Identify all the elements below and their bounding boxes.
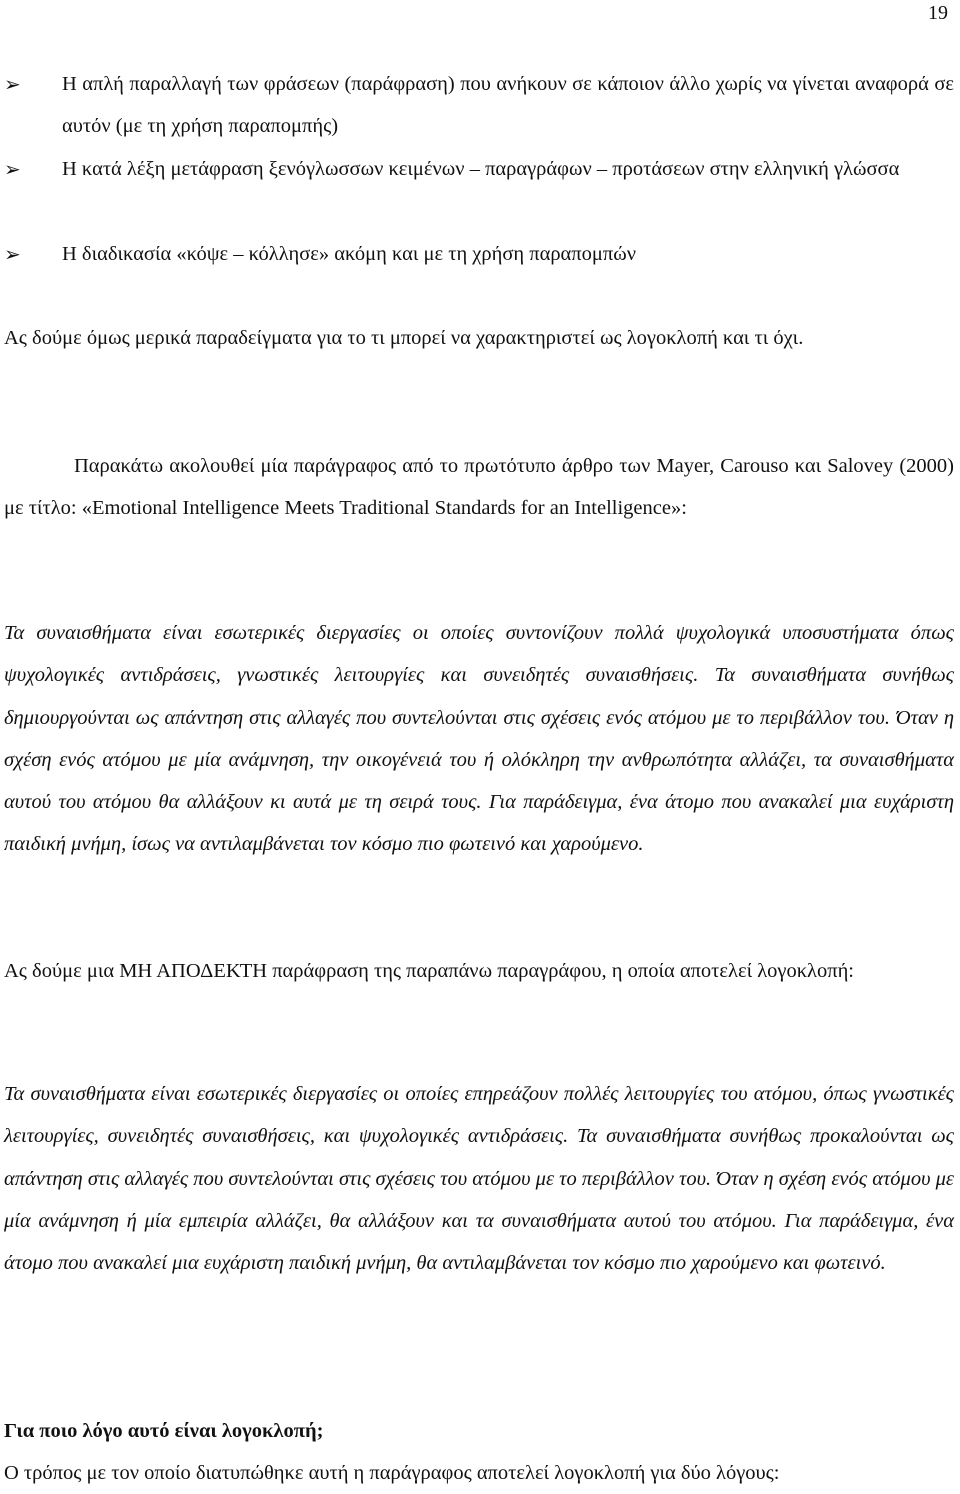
bullet-item	[4, 233, 954, 275]
bullet-item	[4, 148, 954, 190]
arrow-bullet-icon: ➢	[4, 72, 21, 96]
bad-paraphrase-intro: Ας δούμε μια ΜΗ ΑΠΟΔΕΚΤΗ παράφραση της παραπάνω παραγράφου, η οποία αποτελεί λογοκλοπή:	[4, 960, 854, 982]
source-intro-paragraph: Παρακάτω ακολουθεί μία παράγραφος από το πρωτότυπο άρθρο των Mayer, Carouso και Salovey (2000) με τίτλο: «Emotional Intelligence Meets Traditional Standards for an Intelligence»:	[4, 455, 954, 520]
question-heading: Για ποιο λόγο αυτό είναι λογοκλοπή;	[4, 1420, 324, 1442]
arrow-bullet-icon: ➢	[4, 242, 21, 266]
bullet-text: Η κατά λέξη μετάφραση ξενόγλωσσων κειμένων – παραγράφων – προτάσεων στην ελληνική γλώσσα	[62, 158, 900, 180]
bullet-item	[4, 63, 954, 148]
bullet-text: Η διαδικασία «κόψε – κόλλησε» ακόμη και με τη χρήση παραπομπών	[62, 243, 636, 265]
page-number: 19	[928, 2, 948, 24]
answer-paragraph: Ο τρόπος με τον οποίο διατυπώθηκε αυτή η παράγραφος αποτελεί λογοκλοπή για δύο λόγους:	[4, 1462, 780, 1484]
bullet-text: Η απλή παραλλαγή των φράσεων (παράφραση) που ανήκουν σε κάποιον άλλο χωρίς να γίνεται αναφορά σε αυτόν (με τη χρήση παραπομπής)	[62, 73, 954, 138]
bad-paraphrase-paragraph: Τα συναισθήματα είναι εσωτερικές διεργασίες οι οποίες επηρεάζουν πολλές λειτουργίες του ατόμου, όπως γνωστικές λειτουργίες, συνειδητές συναισθήσεις, και ψυχολογικές αντιδράσεις. Τα συναισθήματα συνήθως προκαλούνται ως απάντηση στις αλλαγές που συντελούνται στις σχέσεις του ατόμου με το περιβάλλον του. Όταν η σχέση ενός ατόμου με μία ανάμνηση ή μία εμπειρία αλλάζει, θα αλλάξουν και τα συναισθήματα αυτού του ατόμου. Για παράδειγμα, ένα άτομο που ανακαλεί μια ευχάριστη παιδική μνήμη, θα αντιλαμβάνεται τον κόσμο πιο χαρούμενο και φωτεινό.	[4, 1083, 954, 1275]
intro-paragraph: Ας δούμε όμως μερικά παραδείγματα για το τι μπορεί να χαρακτηριστεί ως λογοκλοπή και τι όχι.	[4, 327, 804, 349]
arrow-bullet-icon: ➢	[4, 157, 21, 181]
original-quote-paragraph: Τα συναισθήματα είναι εσωτερικές διεργασίες οι οποίες συντονίζουν πολλά ψυχολογικά υποσυστήματα όπως ψυχολογικές αντιδράσεις, γνωστικές λειτουργίες και συνειδητές συναισθήσεις. Τα συναισθήματα συνήθως δημιουργούνται ως απάντηση στις αλλαγές που συντελούνται στις σχέσεις ενός ατόμου με το περιβάλλον του. Όταν η σχέση ενός ατόμου με μία ανάμνηση, την οικογένειά του ή ολόκληρη την ανθρωπότητα αλλάζει, τα συναισθήματα αυτού του ατόμου θα αλλάξουν κι αυτά με τη σειρά τους. Για παράδειγμα, ένα άτομο που ανακαλεί μια ευχάριστη παιδική μνήμη, ίσως να αντιλαμβάνεται τον κόσμο πιο φωτεινό και χαρούμενο.	[4, 622, 954, 856]
